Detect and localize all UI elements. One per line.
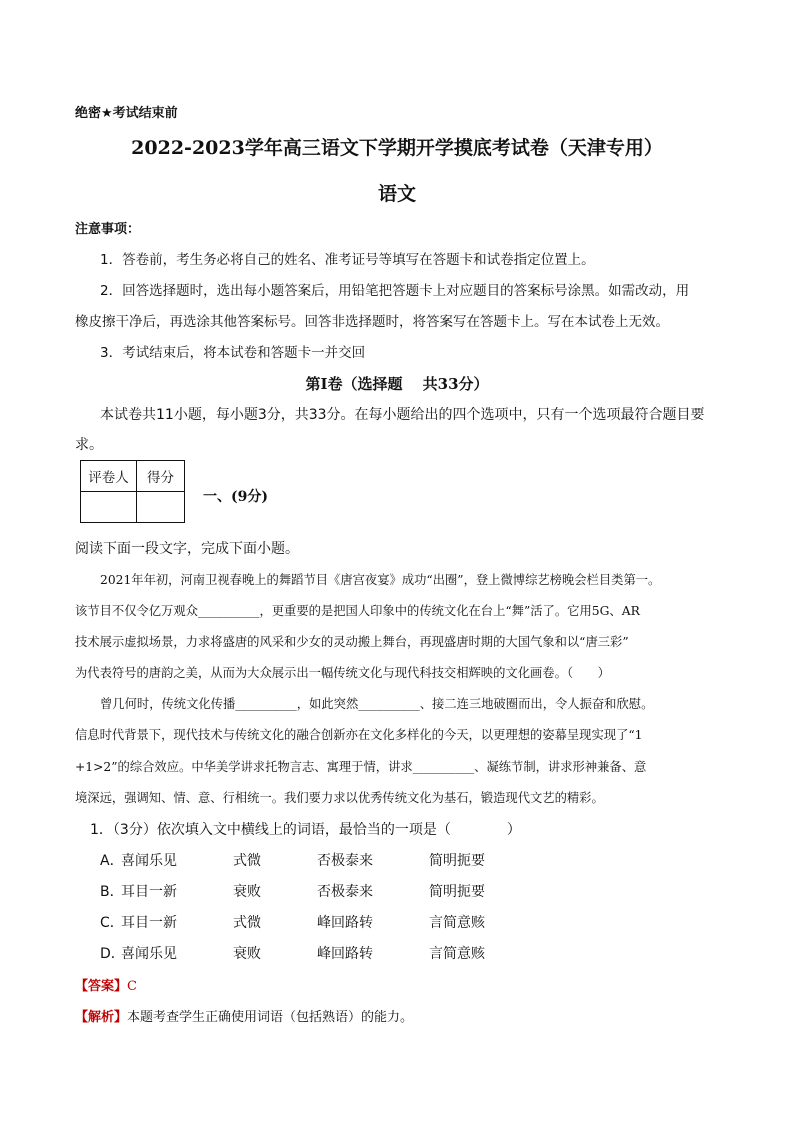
- passage-line-5: 曾几何时，传统文化传播__________，如此突然__________、接二连三地破圈而出，令人振奋和欣慰。: [100, 697, 654, 711]
- option-a-word-4: 简明扼要: [429, 853, 485, 869]
- passage-line-2: 该节目不仅令亿万观众__________，更重要的是把国人印象中的传统文化在台上“舞”活了。它用5G、AR: [75, 604, 640, 618]
- option-d-word-3: 峰回路转: [317, 946, 373, 962]
- part-label: 一、(9分): [203, 489, 268, 505]
- exam-title: 2022-2023学年高三语文下学期开学摸底考试卷（天津专用）: [131, 137, 663, 159]
- subject-title: 语文: [377, 183, 416, 205]
- option-c-word-4: 言简意赅: [429, 915, 485, 931]
- option-b-word-2: 衰败: [233, 884, 261, 900]
- score-cell: [137, 492, 185, 523]
- passage-line-7: +1>2”的综合效应。中华美学讲求托物言志、寓理于情，讲求__________、凝练节制，讲求形神兼备、意: [75, 760, 647, 774]
- score-table: [80, 460, 185, 523]
- option-a-word-2: 式微: [233, 853, 261, 869]
- option-b-word-3: 否极泰来: [317, 884, 373, 900]
- section-intro-1: 本试卷共11小题，每小题3分，共33分。在每小题给出的四个选项中，只有一个选项最符合题目要: [100, 407, 705, 423]
- reading-instruction: 阅读下面一段文字，完成下面小题。: [75, 541, 299, 557]
- option-a-word-1: 喜闻乐见: [121, 853, 177, 869]
- notice-heading: 注意事项：: [75, 222, 141, 237]
- passage-line-8: 境深远，强调知、情、意、行相统一。我们要力求以优秀传统文化为基石，锻造现代文艺的精彩。: [75, 791, 604, 805]
- option-d-word-1: 喜闻乐见: [121, 946, 177, 962]
- passage-line-1: 2021年年初，河南卫视春晚上的舞蹈节目《唐宫夜宴》成功“出圈”，登上微博综艺榜晚会栏目类第一。: [100, 573, 661, 587]
- option-b-word-1: 耳目一新: [121, 884, 177, 900]
- option-c-word-1: 耳目一新: [121, 915, 177, 931]
- option-a-word-3: 否极泰来: [317, 853, 373, 869]
- option-c-letter: C．: [100, 915, 124, 931]
- option-a-letter: A．: [100, 853, 124, 869]
- grader-cell: [81, 492, 137, 523]
- notice-line-3: 橡皮擦干净后，再选涂其他答案标号。回答非选择题时，将答案写在答题卡上。写在本试卷上无效。: [75, 314, 669, 330]
- answer-label: 【答案】: [75, 979, 128, 994]
- secret-label: 绝密★考试结束前: [75, 106, 178, 121]
- option-c-word-3: 峰回路转: [317, 915, 373, 931]
- answer-value: C: [127, 979, 137, 994]
- notice-line-4: 3．考试结束后，将本试卷和答题卡一并交回: [100, 345, 366, 361]
- passage-line-6: 信息时代背景下，现代技术与传统文化的融合创新亦在文化多样化的今天，以更理想的姿幕呈现实现了“1: [75, 728, 643, 742]
- passage-line-3: 技术展示虚拟场景，力求将盛唐的风采和少女的灵动搬上舞台，再现盛唐时期的大国气象和以“唐三彩”: [75, 635, 629, 649]
- notice-line-1: 1．答卷前，考生务必将自己的姓名、准考证号等填写在答题卡和试卷指定位置上。: [100, 252, 595, 268]
- section-title: 第Ⅰ卷（选择题 共33分）: [305, 375, 489, 393]
- option-d-word-4: 言简意赅: [429, 946, 485, 962]
- notice-line-2: 2．回答选择题时，选出每小题答案后，用铅笔把答题卡上对应题目的答案标号涂黑。如需改动，用: [100, 283, 690, 299]
- question-stem: 1．（3分）依次填入文中横线上的词语，最恰当的一项是（ ）: [90, 822, 521, 838]
- explanation-line: [75, 1006, 413, 1025]
- answer-line: [75, 975, 137, 994]
- option-d-letter: D．: [100, 946, 125, 962]
- passage-line-4: 为代表符号的唐韵之美，从而为大众展示出一幅传统文化与现代科技交相辉映的文化画卷。（ ）: [75, 666, 610, 680]
- score-header: 得分: [137, 461, 185, 492]
- explanation-label: 【解析】: [75, 1010, 128, 1025]
- section-intro-2: 求。: [75, 437, 103, 453]
- grader-header: 评卷人: [81, 461, 137, 492]
- option-b-word-4: 简明扼要: [429, 884, 485, 900]
- option-c-word-2: 式微: [233, 915, 261, 931]
- explanation-text: 本题考查学生正确使用词语（包括熟语）的能力。: [127, 1010, 414, 1025]
- option-d-word-2: 衰败: [233, 946, 261, 962]
- option-b-letter: B．: [100, 884, 124, 900]
